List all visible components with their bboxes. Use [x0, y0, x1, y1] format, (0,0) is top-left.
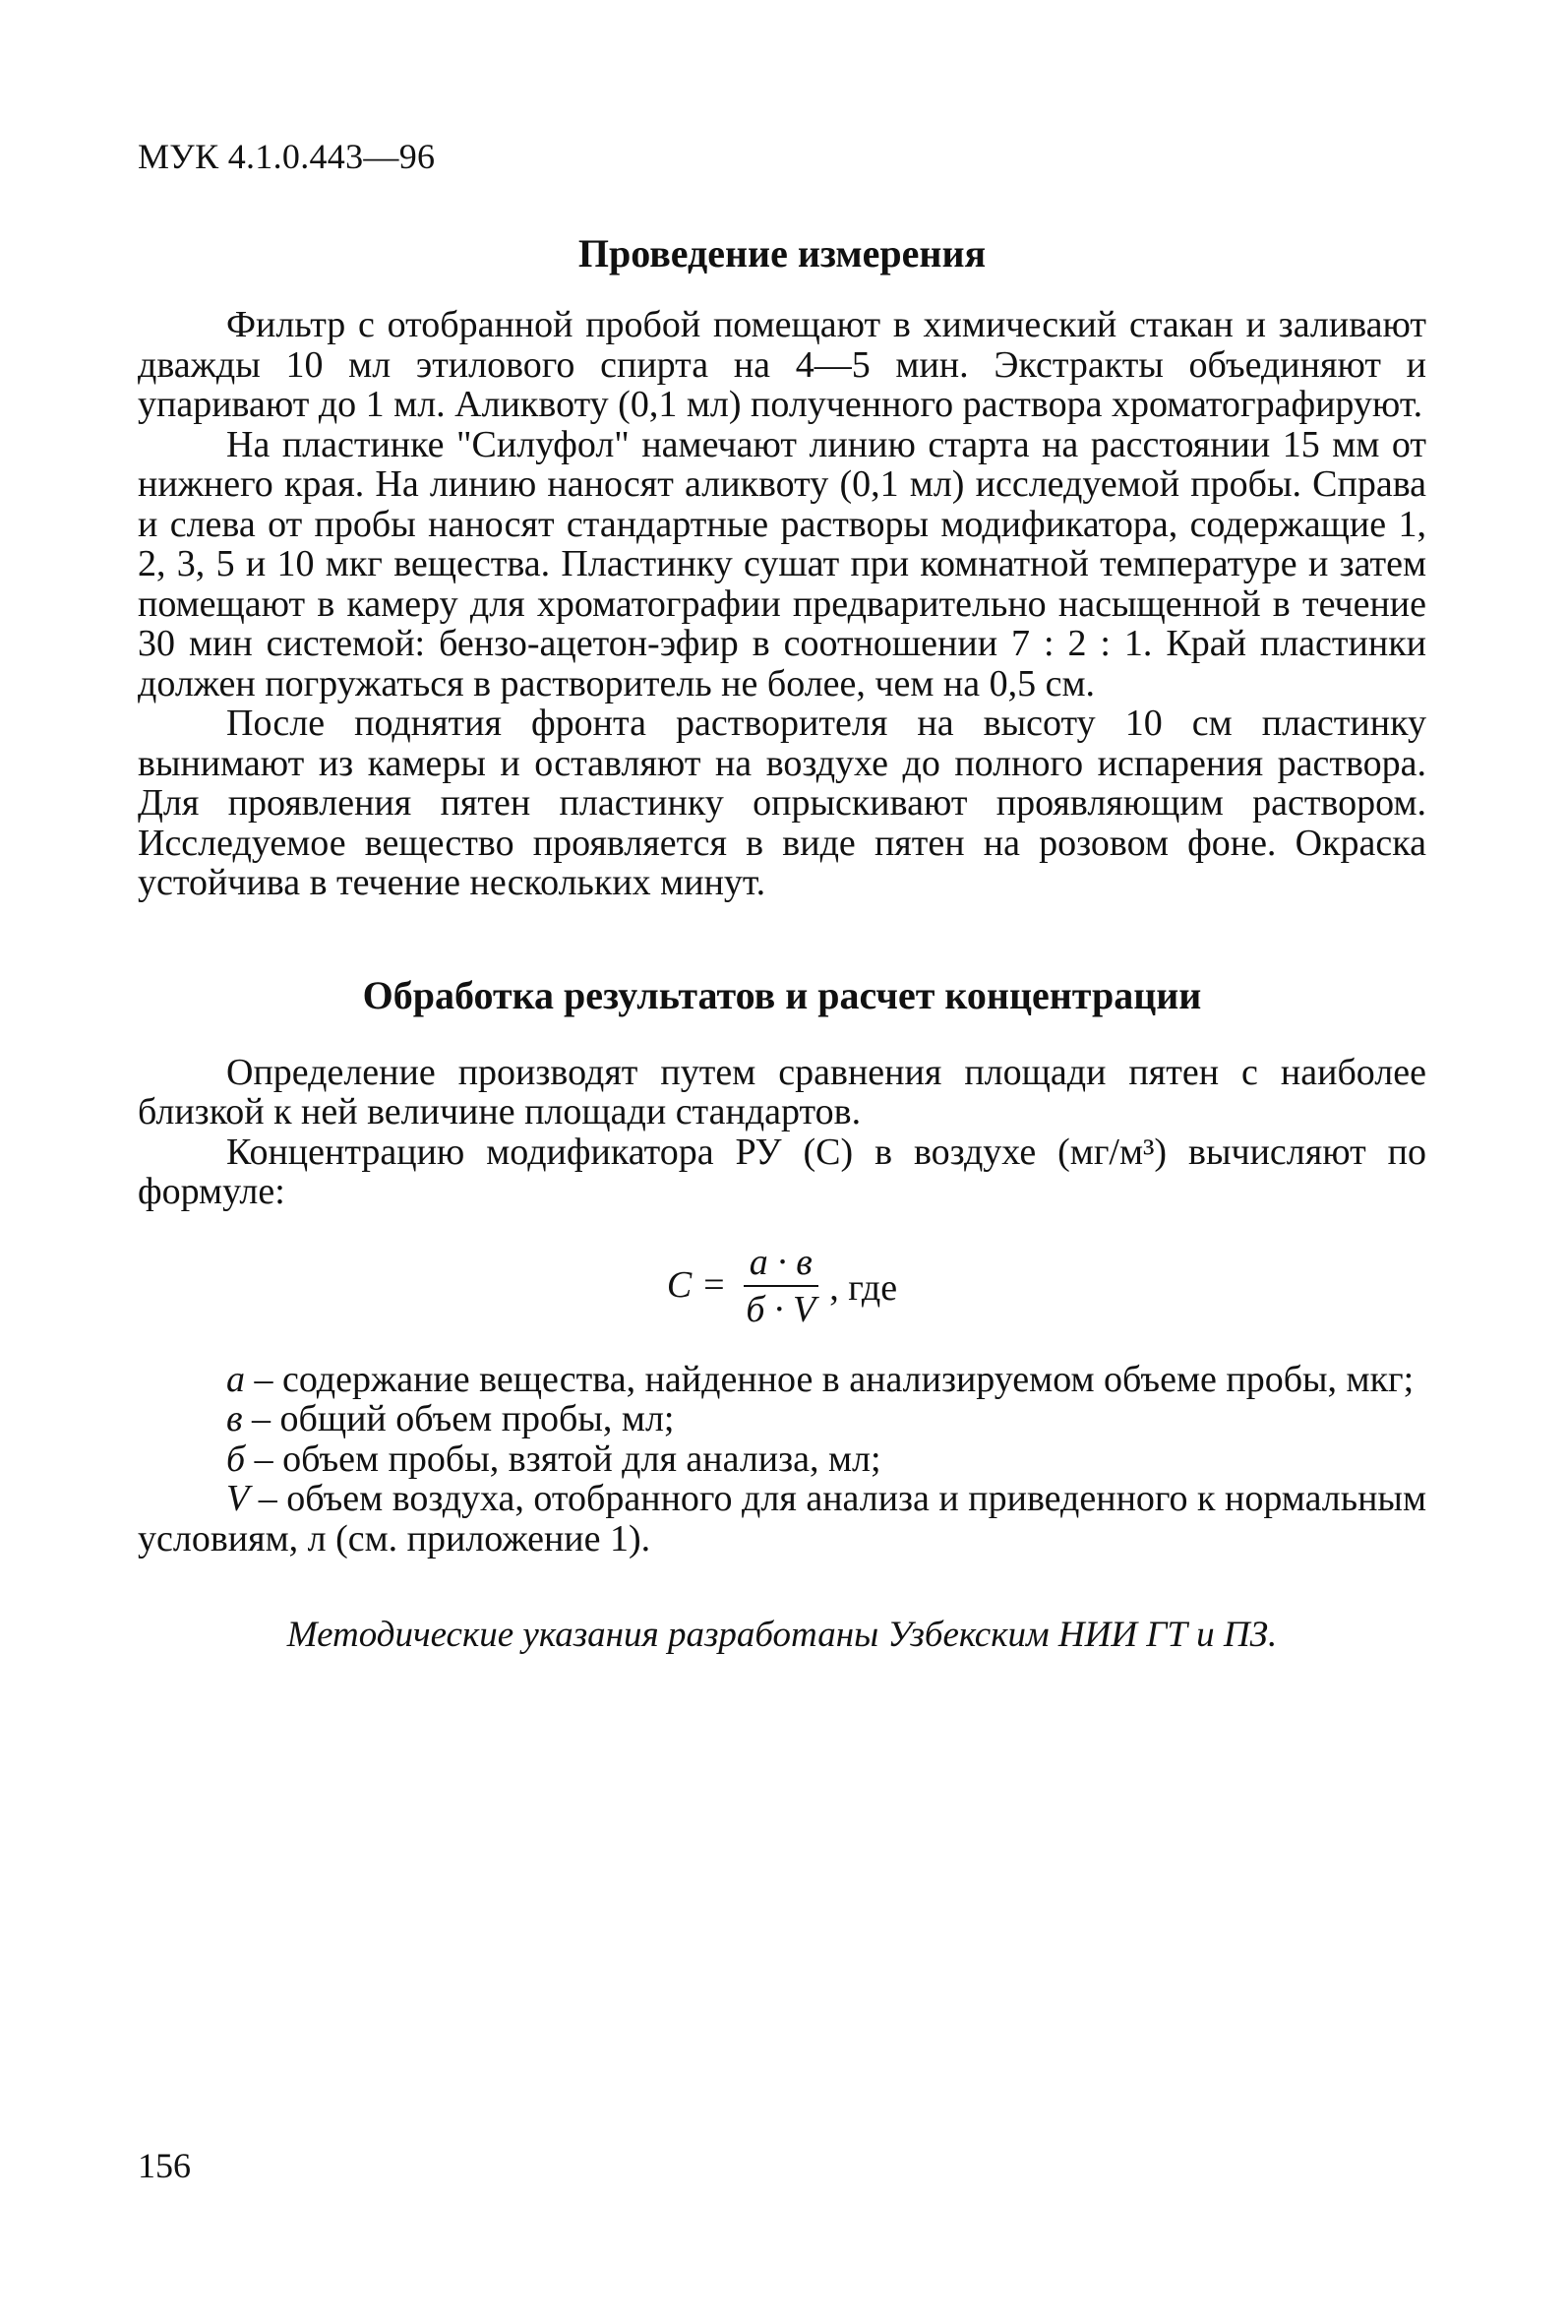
formula-denominator: б · V [746, 1288, 816, 1330]
paragraph-measurement-2: На пластинке "Силуфол" намечают линию старта на расстоянии 15 мм от нижнего края. На линию наносят аликвоту (0,1 мл) исследуемой пробы. Справа и слева от пробы наносят стандартные растворы модификатора, содержащие 1, 2, 3, 5 и 10 мкг вещества. Пластинку сушат при комнатной температуре и затем помещают в камеру для хроматографии предварительно насыщенной в течение 30 мин системой: бензо-ацетон-эфир в соотношении 7 : 2 : 1. Край пластинки должен погружаться в растворитель не более, чем на 0,5 см. [138, 423, 1426, 704]
formula-suffix: , где [829, 1267, 898, 1310]
page-content [138, 230, 1426, 1656]
document-id: МУК 4.1.0.443—96 [138, 137, 436, 176]
authorship-note: Методические указания разработаны Узбекским НИИ ГТ и ПЗ. [286, 1615, 1278, 1655]
definition-symbol: в [226, 1398, 243, 1439]
definition-symbol: V [226, 1478, 250, 1519]
paragraph-results-2: Концентрацию модификатора РУ (С) в воздухе (мг/м³) вычисляют по формуле: [138, 1131, 1426, 1212]
definition-symbol: а [226, 1358, 245, 1400]
definition-text: – объем пробы, взятой для анализа, мл; [245, 1437, 881, 1480]
paragraph-measurement-1: Фильтр с отобранной пробой помещают в химический стакан и заливают дважды 10 мл этилового спирта на 4—5 мин. Экстракты объединяют и упаривают до 1 мл. Аликвоту (0,1 мл) полученного раствора хроматографируют. [138, 304, 1426, 425]
definition-text: – общий объем пробы, мл; [242, 1398, 675, 1439]
definition-item [138, 1360, 1426, 1400]
definition-text: – объем воздуха, отобранного для анализа и приведенного к нормальным условиям, л (см. приложение 1). [138, 1478, 1426, 1560]
paragraph-results-1: Определение производят путем сравнения площади пятен с наиболее близкой к ней величине площади стандартов. [138, 1051, 1426, 1132]
formula-definitions [138, 1360, 1426, 1560]
page-number: 156 [138, 2146, 191, 2185]
formula-fraction [740, 1242, 821, 1330]
definition-item [138, 1399, 1426, 1439]
definition-item [138, 1439, 1426, 1480]
definition-symbol: б [226, 1437, 246, 1480]
paragraph-measurement-3: После поднятия фронта растворителя на высоту 10 см пластинку вынимают из камеры и оставляют на воздухе до полного испарения раствора. Для проявления пятен пластинку опрыскивают проявляющим раствором. Исследуемое вещество проявляется в виде пятен на розовом фоне. Окраска устойчива в течение нескольких минут. [138, 703, 1426, 903]
section-title-results: Обработка результатов и расчет концентрации [362, 972, 1202, 1017]
definition-item [138, 1479, 1426, 1559]
definition-text: – содержание вещества, найденное в анализируемом объеме пробы, мкг; [245, 1358, 1415, 1400]
formula-numerator: а · в [744, 1242, 818, 1287]
section-title-measurement: Проведение измерения [577, 231, 987, 275]
concentration-formula [138, 1242, 1426, 1330]
formula-lhs: С = [666, 1264, 727, 1307]
